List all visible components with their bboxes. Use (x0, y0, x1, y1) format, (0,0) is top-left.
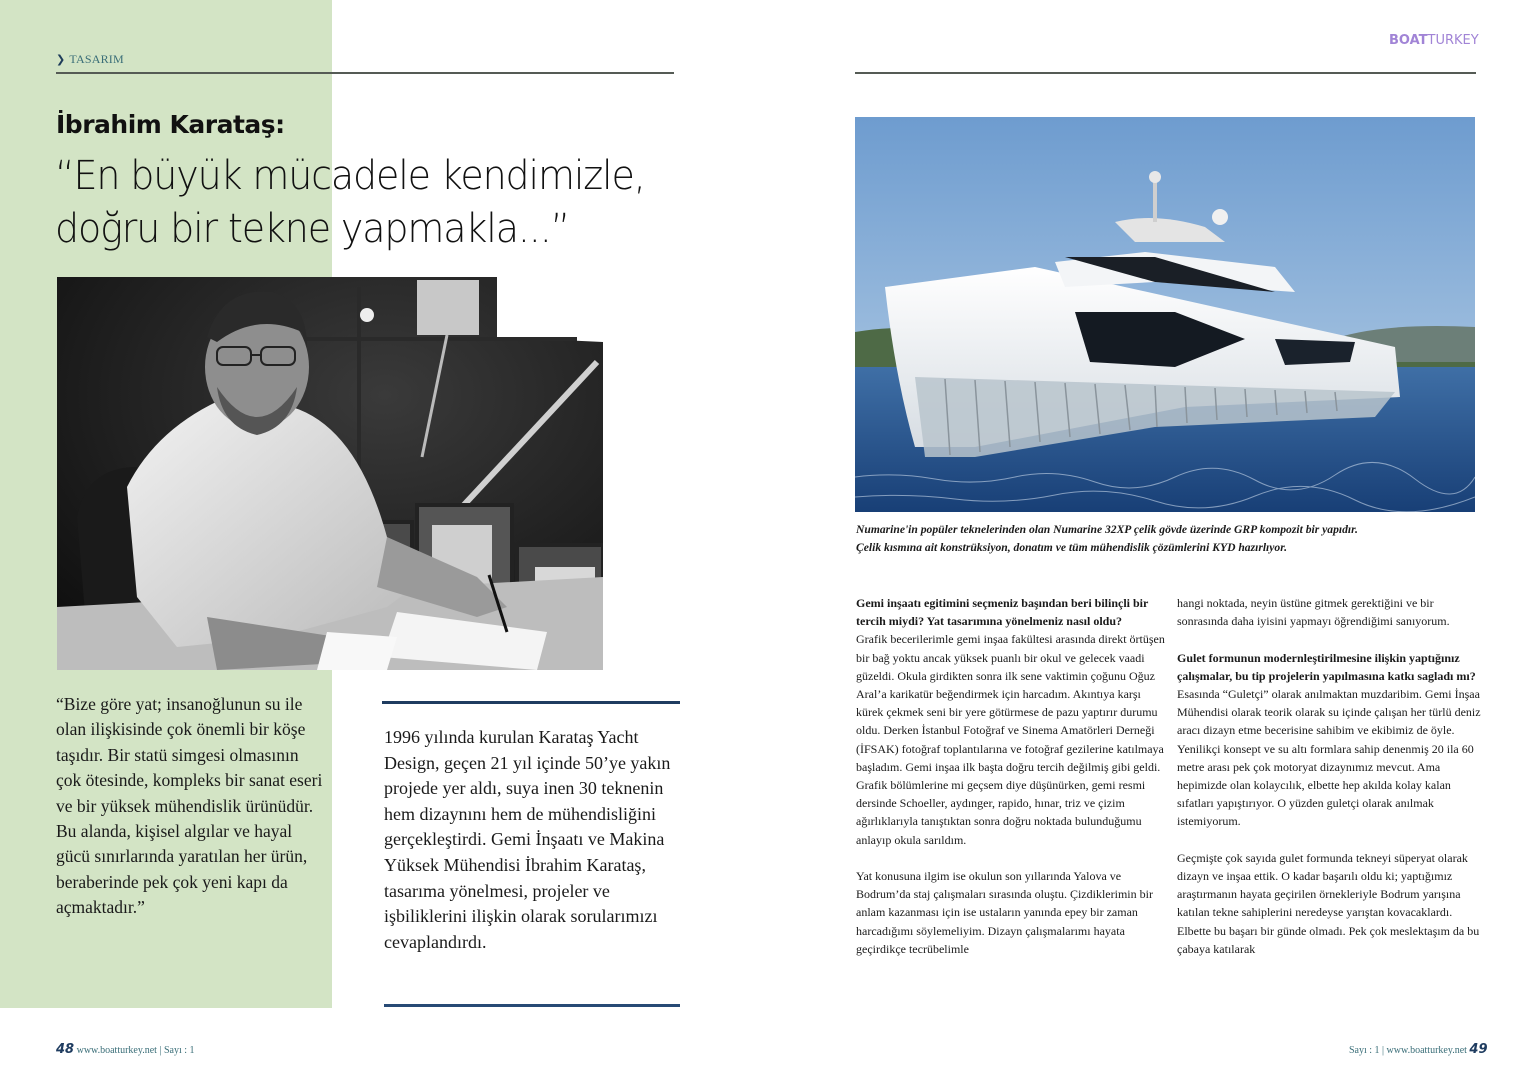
logo-boat: BOAT (1389, 33, 1428, 48)
photo-caption (856, 521, 1496, 557)
headline-quote (55, 150, 663, 256)
caption-line-2: Çelik kısmına ait konstrüksiyon, donatım ve tüm mühendislik çözümlerini KYD hazırlıyor. (856, 541, 1287, 554)
headline-line-1: “En büyük mücadele kendimizle, (55, 153, 645, 199)
intro-paragraph: 1996 yılında kurulan Karataş Yacht Design, geçen 21 yıl içinde 50’ye yakın projede yer aldı, suya inen 30 teknenin hem dizaynını hem de mühendisliğini gerçekleştirdi. Gemi İnşaatı ve Makina Yüksek Mühendisi İbrahim Karataş, tasarıma yönelmesi, projeler ve işbiliklerini ilişkin olarak sorularımızı cevaplandırdı. (384, 727, 671, 952)
footer-right (1349, 1042, 1488, 1057)
brand-logo (1389, 33, 1479, 48)
interview-answer-1b: Yat konusuna ilgim ise okulun son yıllarında Yalova ve Bodrum’da staj çalışmaları sırasında oluştu. Çizdiklerimin bir anlam kazanması için ise ustaların yanında epey bir zaman harcadığımı söylemeliyim. Dizayn çalışmalarımı hayata geçirdikçe tecrübelimle (856, 869, 1153, 956)
yacht-photo (855, 117, 1475, 512)
header-rule-right (855, 72, 1476, 74)
yacht-illustration (855, 117, 1475, 512)
portrait-illustration (57, 277, 603, 670)
header-rule-left (56, 72, 674, 74)
portrait-photo (57, 277, 603, 670)
section-label-text: TASARIM (69, 52, 124, 66)
chevron-right-icon: ❯ (56, 53, 66, 66)
interview-answer-2b: Geçmişte çok sayıda gulet formunda tekneyi süperyat olarak dizayn ve inşaa ettik. O kadar başarılı oldu ki; yaptığımız araştırmanın hayata geçirilen örnekleriyle Bodrum yarışına katılan tekne sahiplerini neredeyse yarıştan kovacaklardı. Elbette bu başarı bir günde olmadı. Pek çok meslektaşım da bu çabaya katılarak (1177, 850, 1480, 956)
interview-question-2: Gulet formunun modernleştirilmesine ilişkin yaptığınız çalışmalar, bu tip projelerin yapılmasına katkı sagladı mı? (1177, 650, 1476, 683)
interview-answer-1: Grafik becerilerimle gemi inşaa fakültesi arasında direkt örtüşen bir bağ yoktu ancak yüksek puanlı bir okul ve gelecek vaadi güzeldi. Okula girdikten sonra ilk sene vaktimin çoğunu Oğuz Aral’a karikatür beğendirmek için harcadım. Akıntıya karşı kürek çekmek seni bir yere götürmese de pazu yaptırır durumu oldu. Derken İstanbul Fotoğraf ve Sinema Amatörleri Derneği (İFSAK) fotoğraf toplantılarına ve fotoğraf gezilerine katılmaya başladım. Gemi inşaa ilk başta doğru tercih değilmiş gibi geldi. Grafik bölümlerine mi geçsem diye düşünürken, gemi resmi dersinde Schoeller, aydınger, rapido, hınar, triz ve çizim ağırlıklarıyla tanıştıktan sonra doğru noktada bulunduğumu anlayıp okula sarıldım. (856, 632, 1165, 847)
article-column-2 (1177, 594, 1487, 976)
section-label (56, 52, 124, 67)
page-number-right: 49 (1469, 1042, 1488, 1057)
interviewee-name: İbrahim Karataş: (56, 110, 285, 139)
footer-left (56, 1042, 195, 1057)
page-number-left: 48 (56, 1042, 75, 1057)
pull-quote: “Bize göre yat; insanoğlunun su ile olan ilişkisinde çok önemli bir köşe taşıdır. Bir statü simgesi olmasının çok ötesinde, kompleks bir sanat eseri ve bir yüksek mühendislik ürünüdür. Bu alanda, kişisel algılar ve hayal gücü sınırlarında yaratılan her ürün, beraberinde pek çok yeni kapı da açmaktadır.” (56, 694, 323, 918)
logo-turkey: TURKEY (1427, 33, 1479, 48)
article-column-1 (856, 594, 1166, 976)
intro-rule-bottom (384, 1004, 680, 1007)
interview-answer-2: Esasında “Guletçi” olarak anılmaktan muzdaribim. Gemi İnşaa Mühendisi olarak teorik olarak su içinde çalışan her türlü deniz aracı dizayn etme becerisine sahibim ve ekibimiz de öyle. Yenilikçi konsept ve su altı formlara sahip denenmiş 20 ila 60 metre arası pek çok motoryat dizaynımız mevcut. Ama hepimizde olan kolaycılık, elbette hep akılda kolay kalan sıfatları yapıştırıyor. O yüzden guletçi olarak anılmak istemiyorum. (1177, 687, 1481, 829)
caption-line-1: Numarine'in popüler teknelerinden olan Numarine 32XP çelik gövde üzerinde GRP kompozit bir yapıdır. (856, 523, 1358, 536)
headline-line-2: doğru bir tekne yapmakla...” (55, 206, 570, 252)
footer-left-text: www.boatturkey.net | Sayı : 1 (76, 1045, 195, 1056)
interview-question-1: Gemi inşaatı egitimini seçmeniz başından beri bilinçli bir tercih miydi? Yat tasarımına yönelmeniz nasıl oldu? (856, 596, 1149, 629)
intro-rule-top (382, 701, 680, 704)
footer-right-text: Sayı : 1 | www.boatturkey.net (1349, 1045, 1467, 1056)
interview-answer-1c: hangi noktada, neyin üstüne gitmek gerektiğini ve bir sonrasında daha iyisini yapmayı öğrendiğimi sanıyorum. (1177, 596, 1450, 629)
